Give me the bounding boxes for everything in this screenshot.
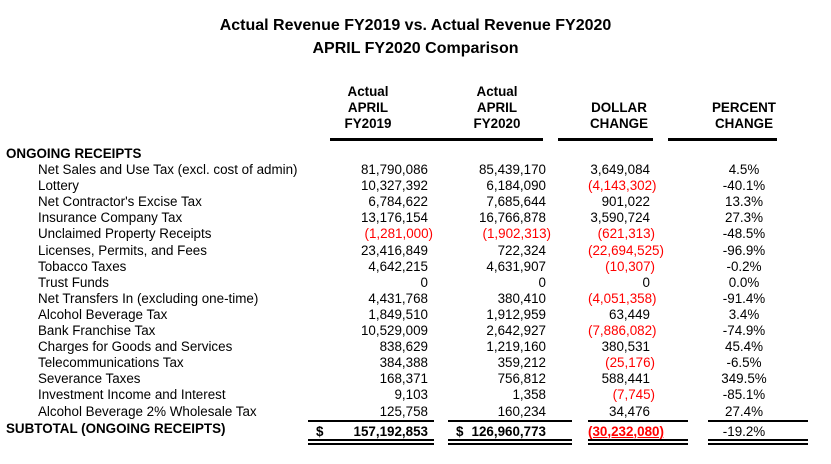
fy2019-value: 0 [420, 274, 428, 290]
fy2020-value: 160,234 [497, 403, 546, 419]
row-label: Charges for Goods and Services [38, 339, 233, 355]
fy2019-value: 4,642,215 [368, 258, 428, 274]
report-title [0, 14, 831, 60]
percent-change-value: 27.4% [725, 403, 763, 419]
percent-change-value: 3.4% [728, 306, 760, 322]
table-row [0, 194, 831, 210]
table-row [0, 404, 831, 420]
table-row [0, 162, 831, 178]
fy2019-value: 4,431,768 [368, 290, 428, 306]
subtotal-row [0, 420, 831, 445]
fy2020-value: 16,766,878 [478, 210, 546, 226]
row-label: Net Contractor's Excise Tax [38, 194, 202, 210]
fy2020-value: 1,358 [512, 387, 546, 403]
row-label: Trust Funds [38, 274, 109, 290]
currency-symbol: $ [316, 423, 324, 439]
table-row [0, 243, 831, 259]
section-header-row [0, 146, 831, 162]
fy2019-value: 125,758 [379, 403, 428, 419]
fy2019-value: 81,790,086 [360, 162, 428, 178]
subtotal-dollar-change-value: (30,232,080) [588, 420, 688, 445]
dollar-change-value: (4,051,358) [588, 290, 657, 306]
fy2020-value: 2,642,927 [486, 323, 546, 339]
fy2019-value: 168,371 [379, 371, 428, 387]
dollar-change-underline [558, 138, 653, 141]
underline-gap [0, 138, 330, 141]
row-label: Alcohol Beverage 2% Wholesale Tax [38, 403, 257, 419]
percent-change-value: 45.4% [725, 339, 763, 355]
percent-change-value: -74.9% [722, 323, 766, 339]
row-label: Net Transfers In (excluding one-time) [38, 290, 259, 306]
row-label: Licenses, Permits, and Fees [38, 242, 207, 258]
column-header-fy2019: Actual APRIL FY2019 [344, 84, 392, 131]
dollar-change-value: 63,449 [609, 306, 650, 322]
dollar-change-value: (7,886,082) [588, 323, 657, 339]
column-gap [572, 420, 588, 445]
row-label: Insurance Company Tax [38, 210, 183, 226]
fy2019-value: (1,281,000) [364, 226, 433, 242]
fy2019-value: 1,849,510 [368, 306, 428, 322]
table-row [0, 355, 831, 371]
percent-change-value: -91.4% [722, 290, 766, 306]
table-row [0, 210, 831, 226]
subtotal-fy2020-value: $ 126,960,773 [448, 420, 572, 445]
subtotal-label: SUBTOTAL (ONGOING RECEIPTS) [6, 420, 226, 436]
fy2020-value: 722,324 [497, 242, 546, 258]
dollar-change-value: (25,176) [605, 355, 655, 371]
row-label: Net Sales and Use Tax (excl. cost of admin) [38, 162, 298, 178]
fy2020-value: 756,812 [497, 371, 546, 387]
table-row [0, 291, 831, 307]
dollar-change-value: (7,745) [612, 387, 655, 403]
fy2020-value: 6,184,090 [486, 178, 546, 194]
fy2019-value: 13,176,154 [360, 210, 428, 226]
table-row [0, 387, 831, 403]
fy2020-value: 85,439,170 [478, 162, 546, 178]
dollar-change-value: 588,441 [601, 371, 650, 387]
actuals-columns-underline [330, 138, 543, 141]
dollar-change-value: 0 [642, 274, 650, 290]
percent-change-value: -85.1% [722, 387, 766, 403]
dollar-change-value: (22,694,525) [588, 242, 664, 258]
fy2019-value: 384,388 [379, 355, 428, 371]
table-row [0, 371, 831, 387]
dollar-change-value: 3,649,084 [590, 162, 650, 178]
percent-change-underline [668, 138, 777, 141]
table-row [0, 307, 831, 323]
percent-change-value: 349.5% [721, 371, 767, 387]
underline-gap [653, 138, 668, 141]
table-body [0, 146, 831, 445]
fy2020-value: 359,212 [497, 355, 546, 371]
report-title-line2: APRIL FY2020 Comparison [312, 40, 519, 57]
table-row [0, 259, 831, 275]
percent-change-value: 4.5% [728, 162, 760, 178]
percent-change-value: -96.9% [722, 242, 766, 258]
percent-change-value: 13.3% [725, 194, 763, 210]
row-label: Tobacco Taxes [38, 258, 127, 274]
fy2019-value: 10,327,392 [360, 178, 428, 194]
table-row [0, 275, 831, 291]
percent-change-value: 0.0% [728, 274, 760, 290]
header-underlines [0, 138, 831, 141]
section-header-label: ONGOING RECEIPTS [6, 146, 142, 161]
table-header-row [0, 84, 831, 132]
row-label: Lottery [38, 178, 79, 194]
column-header-percent-change: PERCENT CHANGE [712, 100, 776, 131]
underline-gap [543, 138, 558, 141]
report-title-line1: Actual Revenue FY2019 vs. Actual Revenue FY2020 [219, 17, 612, 34]
row-label: Bank Franchise Tax [38, 323, 156, 339]
fy2019-value: 6,784,622 [368, 194, 428, 210]
table-row [0, 226, 831, 242]
dollar-change-value: (621,313) [597, 226, 655, 242]
fy2020-value: 4,631,907 [486, 258, 546, 274]
fy2019-value: 9,103 [394, 387, 428, 403]
percent-change-value: -6.5% [726, 355, 762, 371]
dollar-change-value: 380,531 [601, 339, 650, 355]
row-label: Unclaimed Property Receipts [38, 226, 212, 242]
subtotal-percent-change-value: -19.2% [708, 420, 808, 445]
column-header-dollar-change: DOLLAR CHANGE [589, 100, 649, 131]
column-header-fy2020: Actual APRIL FY2020 [473, 84, 521, 131]
dollar-change-value: (4,143,302) [588, 178, 657, 194]
percent-change-value: -40.1% [722, 178, 766, 194]
dollar-change-value: 3,590,724 [590, 210, 650, 226]
column-gap [688, 420, 708, 445]
row-label: Alcohol Beverage Tax [38, 306, 168, 322]
percent-change-value: -0.2% [726, 258, 762, 274]
row-label: Investment Income and Interest [38, 387, 226, 403]
fy2020-value: (1,902,313) [482, 226, 551, 242]
table-row [0, 339, 831, 355]
fy2019-value: 23,416,849 [360, 242, 428, 258]
fy2020-value: 1,912,959 [486, 306, 546, 322]
row-label: Severance Taxes [38, 371, 141, 387]
dollar-change-value: (10,307) [605, 258, 655, 274]
table-row [0, 178, 831, 194]
percent-change-value: -48.5% [722, 226, 766, 242]
percent-change-value: 27.3% [725, 210, 763, 226]
revenue-table [0, 84, 831, 445]
subtotal-fy2019-value: $ 157,192,853 [308, 420, 434, 445]
fy2019-value: 838,629 [379, 339, 428, 355]
row-label: Telecommunications Tax [38, 355, 184, 371]
fy2020-value: 0 [538, 274, 546, 290]
fy2020-value: 380,410 [497, 290, 546, 306]
currency-symbol: $ [456, 423, 464, 439]
column-gap [434, 420, 448, 445]
dollar-change-value: 34,476 [609, 403, 650, 419]
fy2019-value: 10,529,009 [360, 323, 428, 339]
table-row [0, 323, 831, 339]
fy2020-value: 1,219,160 [486, 339, 546, 355]
dollar-change-value: 901,022 [601, 194, 650, 210]
fy2020-value: 7,685,644 [486, 194, 546, 210]
